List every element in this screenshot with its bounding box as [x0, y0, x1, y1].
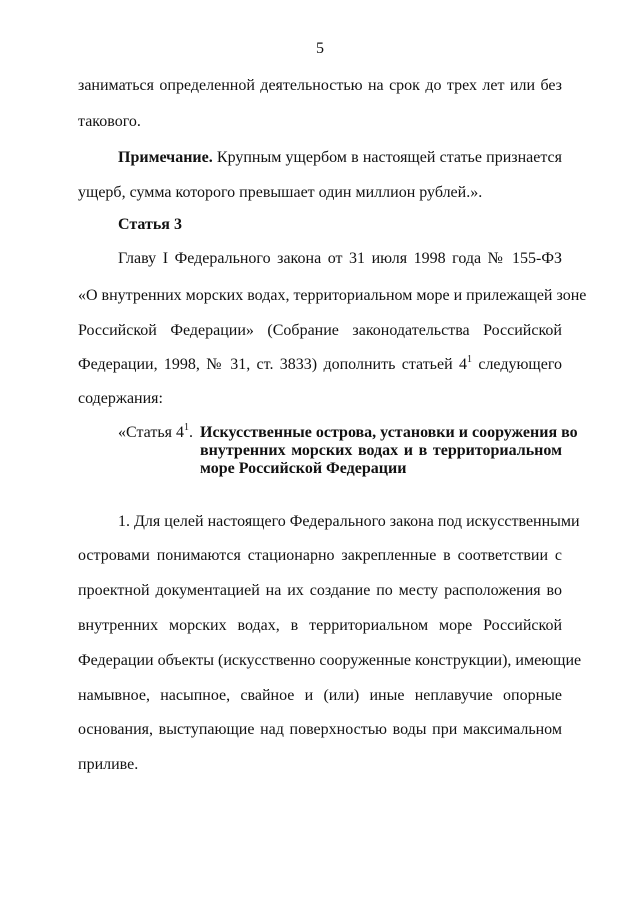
clause-1-line-3: проектной документацией на их создание по месту расположения во [78, 582, 562, 599]
continuation-line-1: заниматься определенной деятельностью на срок до трех лет или без [78, 77, 562, 94]
clause-1-line-1: 1. Для целей настоящего Федерального закона под искусственными [118, 513, 580, 530]
new-article-title-line-2: внутренних морских водах и в территориальном [200, 442, 562, 459]
article-3-line-4-tail: следующего [472, 356, 563, 373]
article-3-line-2: «О внутренних морских водах, территориальном море и прилежащей зоне [78, 287, 587, 304]
clause-1-line-4: внутренних морских водах, в территориальном море Российской [78, 617, 562, 634]
new-article-title-line-3: море Российской Федерации [200, 460, 407, 477]
article-3-line-3: Российской Федерации» (Собрание законодательства Российской [78, 322, 562, 339]
new-article-lead-dot: . [188, 424, 193, 441]
new-article-lead-text: «Статья 4 [118, 424, 184, 441]
note-line-1 [118, 148, 562, 168]
article-3-line-4 [78, 355, 562, 375]
clause-1-line-8: приливе. [78, 756, 139, 773]
article-3-heading: Статья 3 [118, 216, 182, 233]
new-article-lead [118, 424, 193, 442]
note-label: Примечание. [118, 149, 213, 166]
new-article-title-block [118, 422, 578, 484]
clause-1-line-6: намывное, насыпное, свайное и (или) иные неплавучие опорные [78, 687, 562, 704]
article-3-line-1: Главу I Федерального закона от 31 июля 1998 года № 155-ФЗ [118, 250, 562, 267]
article-3-line-4-text: Федерации, 1998, № 31, ст. 3833) дополнить статьей 4 [78, 356, 467, 373]
note-text-1: Крупным ущербом в настоящей статье признается [212, 149, 562, 166]
new-article-lead-superscript: 1 [183, 422, 189, 433]
page-number: 5 [316, 40, 324, 57]
new-article-title-line-1: Искусственные острова, установки и сооружения во [200, 424, 578, 441]
clause-1-line-7: основания, выступающие над поверхностью воды при максимальном [78, 721, 562, 738]
clause-1-line-5: Федерации объекты (искусственно сооруженные конструкции), имеющие [78, 652, 582, 669]
note-line-2: ущерб, сумма которого превышает один миллион рублей.». [78, 184, 483, 201]
clause-1-line-2: островами понимаются стационарно закрепленные в соответствии с [78, 547, 562, 564]
article-3-line-5: содержания: [78, 390, 163, 407]
continuation-line-2: такового. [78, 113, 141, 130]
article-superscript: 1 [467, 354, 472, 365]
